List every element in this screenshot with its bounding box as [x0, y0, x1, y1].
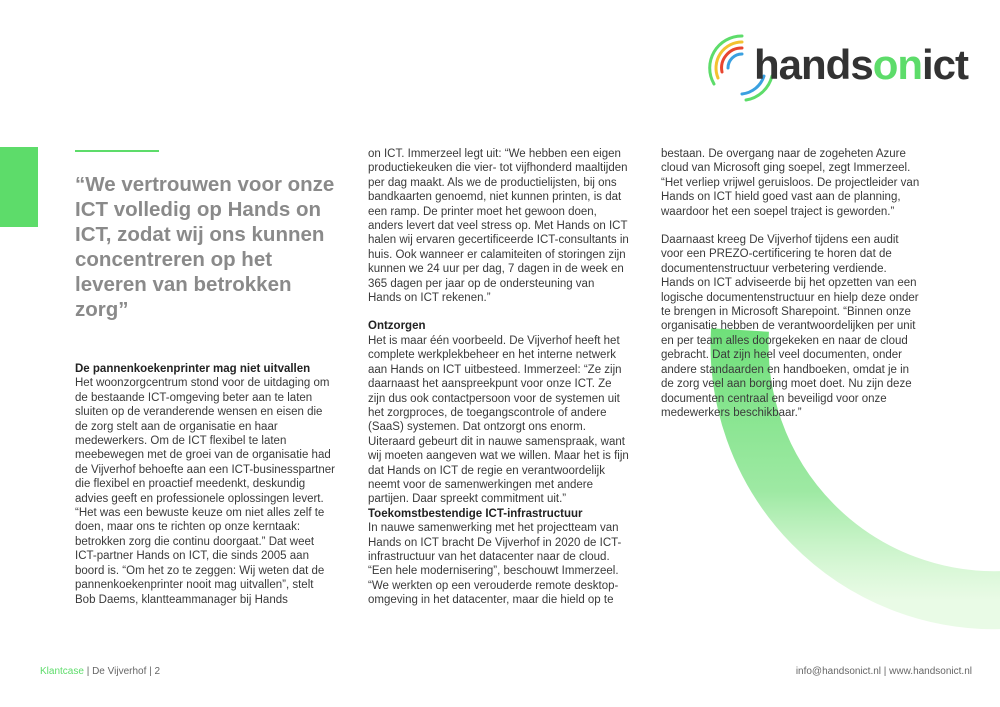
paragraph: Het is maar één voorbeeld. De Vijverhof heeft het complete werkplekbeheer en het interne netwerk aan Hands on ICT uitbesteed. Immerzeel: “Ze zijn daarnaast het aanspreekpunt voor onze ICT. Ze zijn dus ook contactpersoon voor de systemen uit het zorgproces, de toegangscontrole of andere (SaaS) systemen. Dat ontzorgt ons enorm. Uiteraard gebeurt dit in nauwe samenspraak, want wij moeten aangeven wat we willen. Maar het is fijn dat Hands on ICT de regie en verantwoordelijk neemt voor de samenwerkingen met andere partijen. Daar spreekt commitment uit.”: [368, 334, 629, 506]
footer-category: Klantcase: [40, 666, 84, 677]
column-3: [661, 147, 923, 420]
section-heading-ontzorgen: Ontzorgen: [368, 320, 426, 333]
logo-text-on: on: [872, 41, 922, 88]
pull-quote: “We vertrouwen voor onze ICT volledig op Hands on ICT, zodat wij ons kunnen concentreren op het leveren van betrokken zorg”: [75, 173, 335, 321]
column-1: [75, 362, 337, 607]
paragraph: Daarnaast kreeg De Vijverhof tijdens een audit voor een PREZO-certificering te horen dat de documentenstructuur verbetering verdiende. Hands on ICT adviseerde bij het opzetten van een logische documentenstructuur en hielp deze onder te brengen in Microsoft Sharepoint. “Binnen onze organisatie hebben de verantwoordelijken per unit en per team alles doorgekeken en naar de cloud gebracht. Dat zijn heel veel documenten, onder andere standaarden en handboeken, omdat je in de zorg veel aan borging moet doet. Nu zijn deze documenten centraal en beveiligd voor onze medewerkers beschikbaar.”: [661, 234, 919, 419]
column-2: [368, 147, 630, 608]
paragraph: In nauwe samenwerking met het projectteam van Hands on ICT bracht De Vijverhof in 2020 de ICT-infrastructuur van het datacenter naar de cloud. “Een hele modernisering”, beschouwt Immerzeel. “We werkten op een verouderde remote desktop-omgeving in het datacenter, maar die hield op te: [368, 522, 622, 607]
logo-text-hands: hands: [754, 41, 873, 88]
paragraph: Het woonzorgcentrum stond voor de uitdaging om de bestaande ICT-omgeving beter aan te laten sluiten op de veranderende wensen en eisen die de zorg stelt aan de organisatie en haar medewerkers. Om de ICT flexibel te laten meebewegen met de groei van de organisatie had de Vijverhof behoefte aan een ICT-businesspartner die flexibel en proactief meedenkt, deskundig advies geeft en professionele oplossingen levert. “Het was een bewuste keuze om niet alles zelf te doen, maar ons te richten op onze kerntaak: betrokken zorg die continu doorgaat.” Dat weet ICT-partner Hands on ICT, die sinds 2005 aan boord is. “Om het zo te zeggen: Wij weten dat de pannenkoekenprinter nooit mag uitvallen”, stelt Bob Daems, klantteammanager bij Hands: [75, 377, 335, 606]
logo-wordmark: [754, 40, 968, 90]
section-heading-infrastructuur: Toekomstbestendige ICT-infrastructuur: [368, 507, 583, 520]
footer-page-label: [40, 666, 160, 677]
footer-contact: info@handsonict.nl | www.handsonict.nl: [795, 666, 972, 677]
paragraph: bestaan. De overgang naar de zogeheten Azure cloud van Microsoft ging soepel, zegt Immerzeel. “Het verliep vrijwel geruisloos. De projectleider van Hands on ICT hield goed vast aan de planning, waardoor het een soepel traject is geworden.”: [661, 148, 920, 218]
footer-page-info: | De Vijverhof | 2: [83, 666, 161, 677]
accent-bar: [0, 147, 38, 227]
handsonict-logo: [706, 32, 976, 104]
paragraph: on ICT. Immerzeel legt uit: “We hebben een eigen productiekeuken die vier- tot vijfhonderd maaltijden per dag maakt. Als we de productielijsten, bij ons bandkaarten genoemd, niet kunnen printen, is dat een ramp. De printer moet het gewoon doen, anders levert dat veel stress op. Met Hands on ICT halen wij ervaren gecertificeerde ICT-consultants in huis. Ook wanneer er calamiteiten of storingen zijn kunnen we 24 uur per dag, 7 dagen in de week en 365 dagen per jaar op de ondersteuning van Hands on ICT rekenen.”: [368, 148, 629, 305]
quote-divider: [75, 150, 159, 152]
section-heading-pannenkoekenprinter: De pannenkoekenprinter mag niet uitvallen: [75, 363, 311, 375]
logo-text-ict: ict: [922, 41, 969, 88]
